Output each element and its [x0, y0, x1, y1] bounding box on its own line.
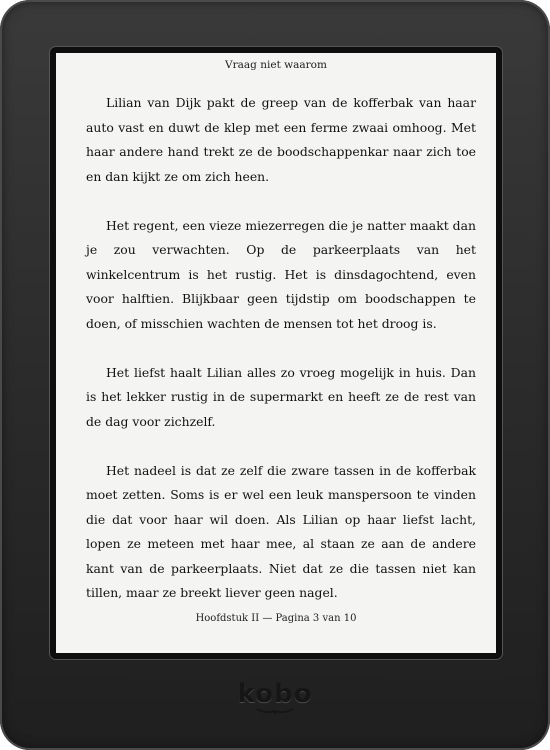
page-text[interactable] — [86, 91, 476, 630]
reading-screen[interactable] — [56, 53, 496, 653]
paragraph: Het regent, een vieze miezerregen die je natter maakt dan je zou verwachten. Op de parkeerplaats van het winkelcentrum is het rustig. Het is dinsdagochtend, even voor halftien. Blijkbaar geen tijdstip om boodschappen te doen, of misschien wachten de mensen tot het droog is. — [86, 217, 476, 331]
book-title-header: Vraag niet waarom — [225, 59, 327, 71]
brand-logo-text: kobo — [237, 679, 313, 709]
paragraph: Het liefst haalt Lilian alles zo vroeg mogelijk in huis. Dan is het lekker rustig in de supermarkt en heeft ze de rest van de dag voor zichzelf. — [86, 364, 476, 429]
open-book-icon — [255, 708, 295, 716]
paragraph: Lilian van Dijk pakt de greep van de kofferbak van haar auto vast en duwt de klep met een ferme zwaai omhoog. Met haar andere hand trekt ze de boodschappenkar naar zich toe en dan kijkt ze om zich heen. — [86, 95, 476, 184]
brand-logo — [230, 680, 320, 720]
page-status-footer: Hoofdstuk II — Pagina 3 van 10 — [195, 613, 357, 624]
paragraph: Het nadeel is dat ze zelf die zware tassen in de kofferbak moet zetten. Soms is er wel een leuk manspersoon te vinden die dat voor haar wil doen. Als Lilian op haar liefst lacht, lopen ze meteen met haar mee, al staan ze aan de andere kant van de parkeerplaats. Niet dat ze die tassen niet kan tillen, maar ze breekt liever geen nagel. — [86, 462, 476, 600]
